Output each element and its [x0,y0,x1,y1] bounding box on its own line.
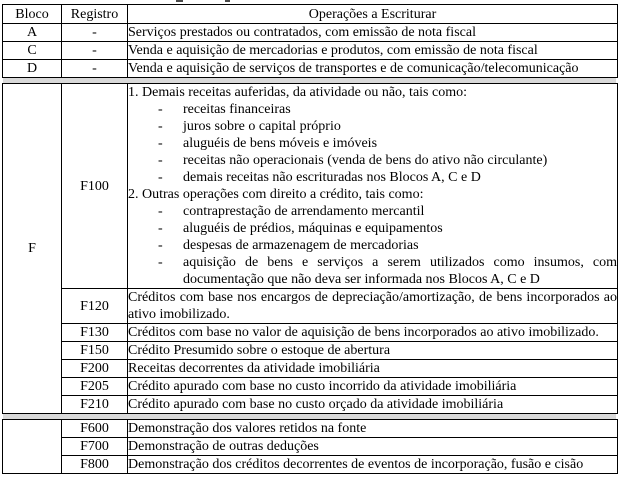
table-row [3,84,618,289]
f100-bullet [128,135,617,152]
bloco-cell: C [3,42,62,60]
header-row [3,5,618,24]
registro-cell: - [62,42,128,60]
f100-bullet-text: juros sobre o capital próprio [183,119,341,134]
table-section-f [2,83,618,414]
f100-item-2: 2. Outras operações com direito a crédito, tais como: [128,187,424,202]
table-section-abcd [2,4,618,78]
table-row [3,42,618,60]
registro-cell: F130 [62,324,128,342]
registro-cell: F210 [62,396,128,414]
bloco-cell: D [3,60,62,78]
table-row [3,289,618,324]
header-operacoes: Operações a Escriturar [128,5,618,24]
operacoes-cell: Crédito apurado com base no custo incorrido da atividade imobiliária [128,378,618,396]
bloco-cell: A [3,24,62,42]
registro-cell: F800 [62,456,128,474]
table-section-f600 [2,419,618,474]
f100-bullet [128,220,617,237]
operacoes-cell: Venda e aquisição de serviços de transportes e de comunicação/telecomunicação [128,60,618,78]
operacoes-cell: Demonstração de outras deduções [128,438,618,456]
table-row [3,438,618,456]
f100-bullet-text: aquisição de bens e serviços a serem utilizados como insumos, com documentação que não deva ser informada nos Blocos A, C e D [183,255,617,287]
table-row [3,324,618,342]
f100-bullet [128,101,617,118]
bloco-cell-empty [3,420,62,474]
registro-cell: F200 [62,360,128,378]
f100-bullet-text: demais receitas não escrituradas nos Blocos A, C e D [183,170,481,185]
operacoes-cell: Demonstração dos valores retidos na fonte [128,420,618,438]
dash-bullet: - [158,119,163,134]
table-row [3,378,618,396]
f100-bullet-text: despesas de armazenagem de mercadorias [183,238,419,253]
f100-bullet [128,254,617,288]
cropped-text-artifact [225,0,230,2]
registro-cell: F120 [62,289,128,324]
f100-bullet [128,152,617,169]
operacoes-cell: Receitas decorrentes da atividade imobiliária [128,360,618,378]
f100-bullet-text: receitas não operacionais (venda de bens do ativo não circulante) [183,153,548,168]
cropped-text-artifact [176,0,183,2]
dash-bullet: - [158,170,163,185]
header-registro: Registro [62,5,128,24]
dash-bullet: - [158,102,163,117]
f100-bullet [128,169,617,186]
f100-bullet [128,118,617,135]
dash-bullet: - [158,204,163,219]
registro-cell: F700 [62,438,128,456]
f100-item-1: 1. Demais receitas auferidas, da atividade ou não, tais como: [128,85,467,100]
registro-cell: F100 [62,84,128,289]
operacoes-cell: Demonstração dos créditos decorrentes de eventos de incorporação, fusão e cisão [128,456,618,474]
table-row [3,420,618,438]
header-bloco: Bloco [3,5,62,24]
dash-bullet: - [158,238,163,253]
table-row [3,60,618,78]
bloco-registro-table [2,4,617,474]
operacoes-cell: Venda e aquisição de mercadorias e produtos, com emissão de nota fiscal [128,42,618,60]
dash-bullet: - [158,136,163,151]
dash-bullet: - [158,221,163,236]
table-row [3,360,618,378]
operacoes-cell: Serviços prestados ou contratados, com emissão de nota fiscal [128,24,618,42]
operacoes-cell: Crédito Presumido sobre o estoque de abertura [128,342,618,360]
registro-cell: - [62,60,128,78]
f100-bullet-text: contraprestação de arrendamento mercantil [183,204,425,219]
operacoes-cell: Crédito apurado com base no custo orçado da atividade imobiliária [128,396,618,414]
operacoes-cell: Créditos com base no valor de aquisição de bens incorporados ao ativo imobilizado. [128,324,618,342]
f100-bullet-text: receitas financeiras [183,102,291,117]
table-row [3,24,618,42]
dash-bullet: - [158,255,163,270]
registro-cell: F205 [62,378,128,396]
table-row [3,456,618,474]
registro-cell: F600 [62,420,128,438]
dash-bullet: - [158,153,163,168]
operacoes-cell-f100 [128,84,618,289]
registro-cell: - [62,24,128,42]
bloco-cell: F [3,84,62,414]
f100-bullet-text: aluguéis de bens móveis e imóveis [183,136,378,151]
operacoes-cell: Créditos com base nos encargos de depreciação/amortização, de bens incorporados ao ativo imobilizado. [128,290,617,322]
f100-bullet [128,237,617,254]
registro-cell: F150 [62,342,128,360]
table-row [3,396,618,414]
f100-bullet [128,203,617,220]
table-row [3,342,618,360]
f100-bullet-text: aluguéis de prédios, máquinas e equipamentos [183,221,443,236]
